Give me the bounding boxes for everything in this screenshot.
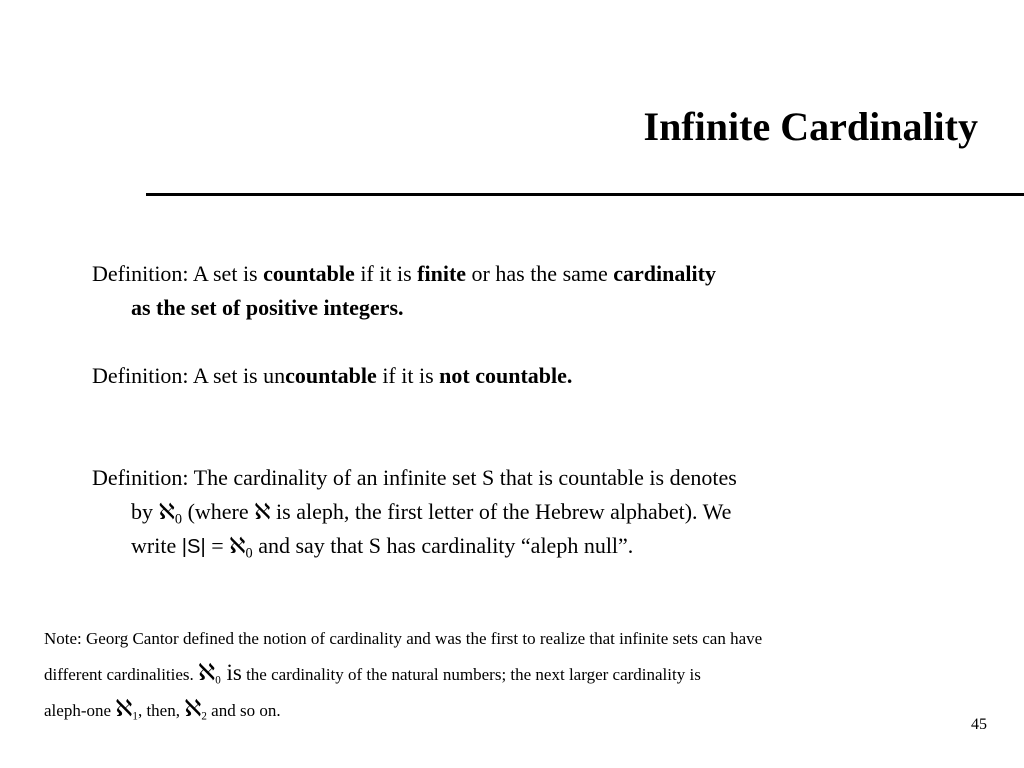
- def2-term-countable: countable: [285, 363, 377, 388]
- def2-term-not-countable: not countable.: [439, 363, 573, 388]
- aleph-symbol: ℵ: [198, 660, 216, 685]
- def1-line2: [92, 291, 952, 325]
- def1-line2-text: as the set of positive integers.: [131, 295, 404, 320]
- aleph-subscript-0: 0: [174, 511, 183, 528]
- def3-line2-rest: (where ℵ is aleph, the first letter of the Hebrew alphabet). We: [182, 499, 732, 524]
- aleph-symbol: ℵ: [184, 696, 202, 721]
- def1-term-finite: finite: [417, 261, 467, 286]
- note-line1: Note: Georg Cantor defined the notion of cardinality and was the first to realize that infinite sets can have: [44, 629, 763, 648]
- title-underline: [146, 193, 1024, 196]
- aleph-symbol: ℵ: [115, 696, 133, 721]
- def1-mid2: or has the same: [466, 261, 614, 286]
- note-line2-end: the cardinality of the natural numbers; the next larger cardinality is: [241, 665, 701, 684]
- def3-line2: [92, 495, 952, 529]
- def3-write: write: [131, 533, 182, 558]
- def2-prefix: Definition: A set is un: [92, 363, 286, 388]
- aleph-subscript-2: 2: [201, 710, 207, 723]
- aleph-symbol: ℵ: [158, 499, 175, 524]
- note-line3-end: and so on.: [206, 701, 281, 720]
- def1-term-cardinality: cardinality: [613, 261, 716, 286]
- note-is: is: [220, 660, 242, 685]
- def3-equals: =: [205, 533, 230, 558]
- def3-line1: Definition: The cardinality of an infinite set S that is countable is denotes: [92, 465, 737, 490]
- def2-mid: if it is: [376, 363, 440, 388]
- slide-title: Infinite Cardinality: [643, 104, 978, 149]
- cantor-note: [44, 622, 1019, 728]
- def3-line3-rest: and say that S has cardinality “aleph null”.: [252, 533, 634, 558]
- note-then: , then,: [137, 701, 185, 720]
- page-number: 45: [971, 716, 987, 733]
- abs-s: |S|: [181, 536, 206, 558]
- aleph-symbol: ℵ: [229, 533, 246, 558]
- definition-countable: [92, 257, 952, 325]
- aleph-subscript-0: 0: [245, 545, 253, 562]
- def3-line3: [92, 529, 952, 564]
- def1-mid1: if it is: [354, 261, 418, 286]
- definition-uncountable: [92, 359, 952, 393]
- note-line3-start: aleph-one: [44, 701, 116, 720]
- note-line2-start: different cardinalities.: [44, 665, 199, 684]
- def1-term-countable: countable: [263, 261, 355, 286]
- aleph-subscript-0: 0: [215, 674, 221, 687]
- definition-aleph-null: [92, 461, 952, 564]
- def1-prefix: Definition: A set is: [92, 261, 264, 286]
- aleph-subscript-1: 1: [132, 710, 138, 723]
- def3-by: by: [131, 499, 159, 524]
